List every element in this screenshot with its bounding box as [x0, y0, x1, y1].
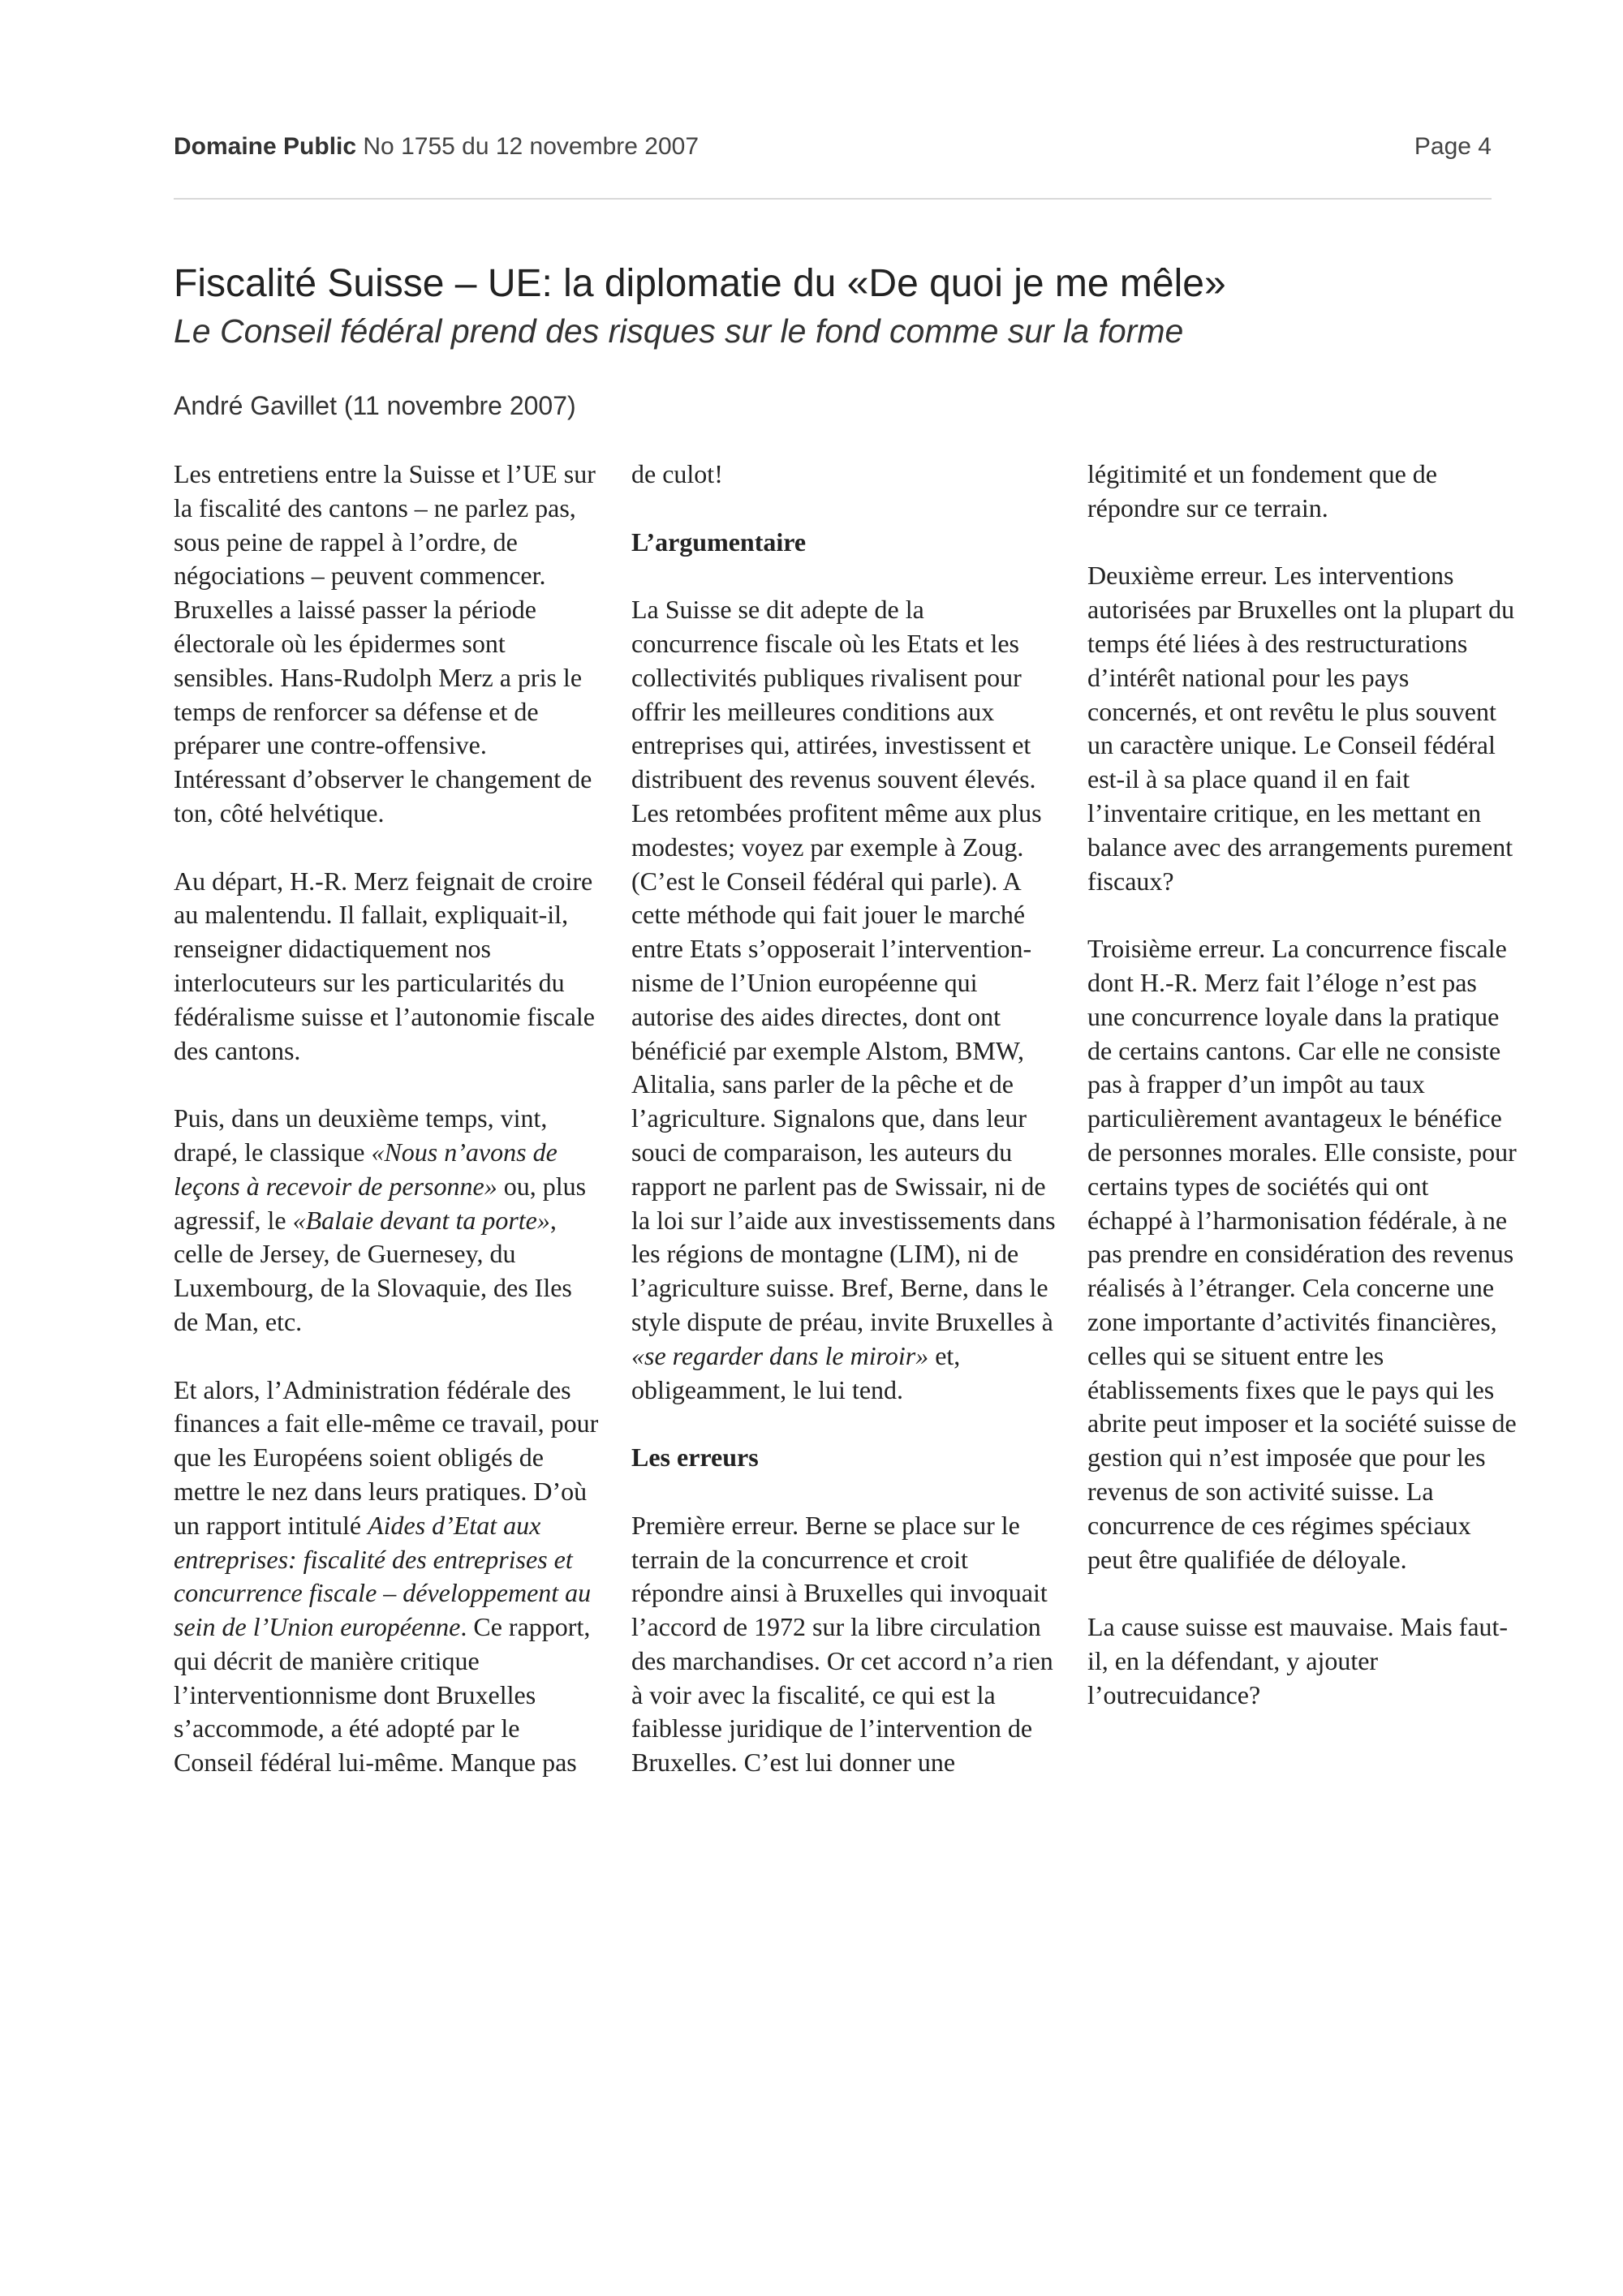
- paragraph: Deuxième erreur. Les interventions autorisées par Bruxelles ont la plupart du temps été liées à des restructurations d’intérêt national pour les pays concernés, et ont revêtu le plus souvent un caractère unique. Le Conseil fédéral est-il à sa place quand il en fait l’inventaire critique, en les mettant en balance avec des arrangements purement fiscaux?: [1087, 561, 1515, 896]
- quote: «se regarder dans le miroir»: [631, 1340, 929, 1370]
- paragraph: Au départ, H.-R. Merz feignait de croire au malentendu. Il fallait, expliquait-il, renseigner didactiquement nos interlocuteurs sur les particularités du fédéralisme suisse et l’autonomie fiscale des cantons.: [174, 866, 595, 1065]
- section-heading: Les erreurs: [631, 1443, 759, 1473]
- text-column-3: [1087, 458, 1518, 1746]
- paragraph: Les entretiens entre la Suisse et l’UE sur la fiscalité des cantons – ne parlez pas, sous peine de rappel à l’ordre, de négociations – peuvent commencer. Bruxelles a laissé passer la période électorale où les épidermes sont sensibles. Hans-Rudolph Merz a pris le temps de renforcer sa défense et de préparer une contre-offensive. Intéressant d’observer le changement de ton, côté helvétique.: [174, 459, 596, 828]
- text-run: . Ce rapport, qui décrit de manière critique l’interventionnisme dont Bruxelles s’accommode, a été adopté par le Conseil fédéral lui-même. Manque pas: [174, 1612, 591, 1778]
- paragraph: La cause suisse est mauvaise. Mais faut-il, en la défendant, y ajouter l’outrecuidance?: [1087, 1612, 1509, 1709]
- text-run: Puis, dans un deuxième temps, vint, drapé, le classique: [174, 1103, 548, 1167]
- quote: «Balaie devant ta porte»: [292, 1205, 550, 1235]
- paragraph: légitimité et un fondement que de répondre sur ce terrain.: [1087, 459, 1437, 522]
- paragraph: Troisième erreur. La concurrence fiscale dont H.-R. Merz fait l’éloge n’est pas une concurrence loyale dans la pratique de certains cantons. Car elle ne consiste pas à frapper d’un impôt au taux particulièrement avantageux le bénéfice de personnes morales. Elle consiste, pour certains types de sociétés qui ont échappé à l’harmonisation fédérale, à ne pas prendre en considération des revenus réalisés à l’étranger. Cela concerne une zone importante d’activités financières, celles qui se situent entre les établissements fixes que le pays qui les abrite peut imposer et la société suisse de gestion qui n’est imposée que pour les revenus de son activité suisse. La concurrence de ces régimes spéciaux peut être qualifiée de déloyale.: [1087, 934, 1517, 1574]
- paragraph: [174, 1102, 600, 1339]
- text-run: et, obligeamment, le lui tend.: [631, 1340, 961, 1404]
- article-title: Fiscalité Suisse – UE: la diplomatie du «De quoi je me mêle»: [174, 262, 1226, 305]
- page-header: [174, 133, 1492, 166]
- quote: «Nous n’avons de leçons à recevoir de personne»: [174, 1137, 558, 1201]
- paragraph: [631, 593, 1057, 1407]
- article-author: André Gavillet (11 novembre 2007): [174, 391, 576, 420]
- publication-name: Domaine Public: [174, 133, 357, 160]
- text-column-1: [174, 458, 600, 1814]
- paragraph: Première erreur. Berne se place sur le terrain de la concurrence et croit répondre ainsi à Bruxelles qui invoquait l’accord de 1972 sur la libre circulation des marchandises. Or cet accord n’a rien à voir avec la fiscalité, ce qui est la faiblesse juridique de l’intervention de Bruxelles. C’est lui donner une: [631, 1510, 1053, 1778]
- text-run: Et alors, l’Administration fédérale des finances a fait elle-même ce travail, pour que les Européens soient obligés de mettre le nez dans leurs pratiques. D’où un rapport intitulé: [174, 1374, 599, 1540]
- article-subtitle: Le Conseil fédéral prend des risques sur le fond comme sur la forme: [174, 312, 1184, 350]
- paragraph: [174, 1374, 600, 1781]
- paragraph: de culot!: [631, 459, 723, 488]
- issue-info: No 1755 du 12 novembre 2007: [363, 133, 700, 160]
- header-divider: [174, 198, 1492, 200]
- section-heading: L’argumentaire: [631, 527, 807, 557]
- text-run: , celle de Jersey, de Guernesey, du Luxembourg, de la Slovaquie, des Iles de Man, etc.: [174, 1205, 572, 1336]
- text-run: La Suisse se dit adepte de la concurrence fiscale où les Etats et les collectivités publiques rivalisent pour offrir les meilleures conditions aux entreprises qui, attirées, investissent et distribuent des revenus souvent élevés. Les retombées profitent même aux plus modestes; voyez par exemple à Zoug. (C’est le Conseil fédéral qui parle). A cette méthode qui fait jouer le marché entre Etats s’opposerait l’intervention-nisme de l’Union européenne qui autorise des aides directes, dont ont bénéficié par exemple Alstom, BMW, Alitalia, sans parler de la pêche et de l’agriculture. Signalons que, dans leur souci de comparaison, les auteurs du rapport ne parlent pas de Swissair, ni de la loi sur l’aide aux investissements dans les régions de montagne (LIM), ni de l’agriculture suisse. Bref, Berne, dans le style dispute de préau, invite Bruxelles à: [631, 595, 1056, 1336]
- page-number: Page 4: [1414, 133, 1492, 160]
- text-run: ou, plus agressif, le: [174, 1171, 587, 1235]
- text-column-2: [631, 458, 1057, 1814]
- report-title: Aides d’Etat aux entreprises: fiscalité des entreprises et concurrence fiscale – développement au sein de l’Union européenne: [174, 1510, 592, 1642]
